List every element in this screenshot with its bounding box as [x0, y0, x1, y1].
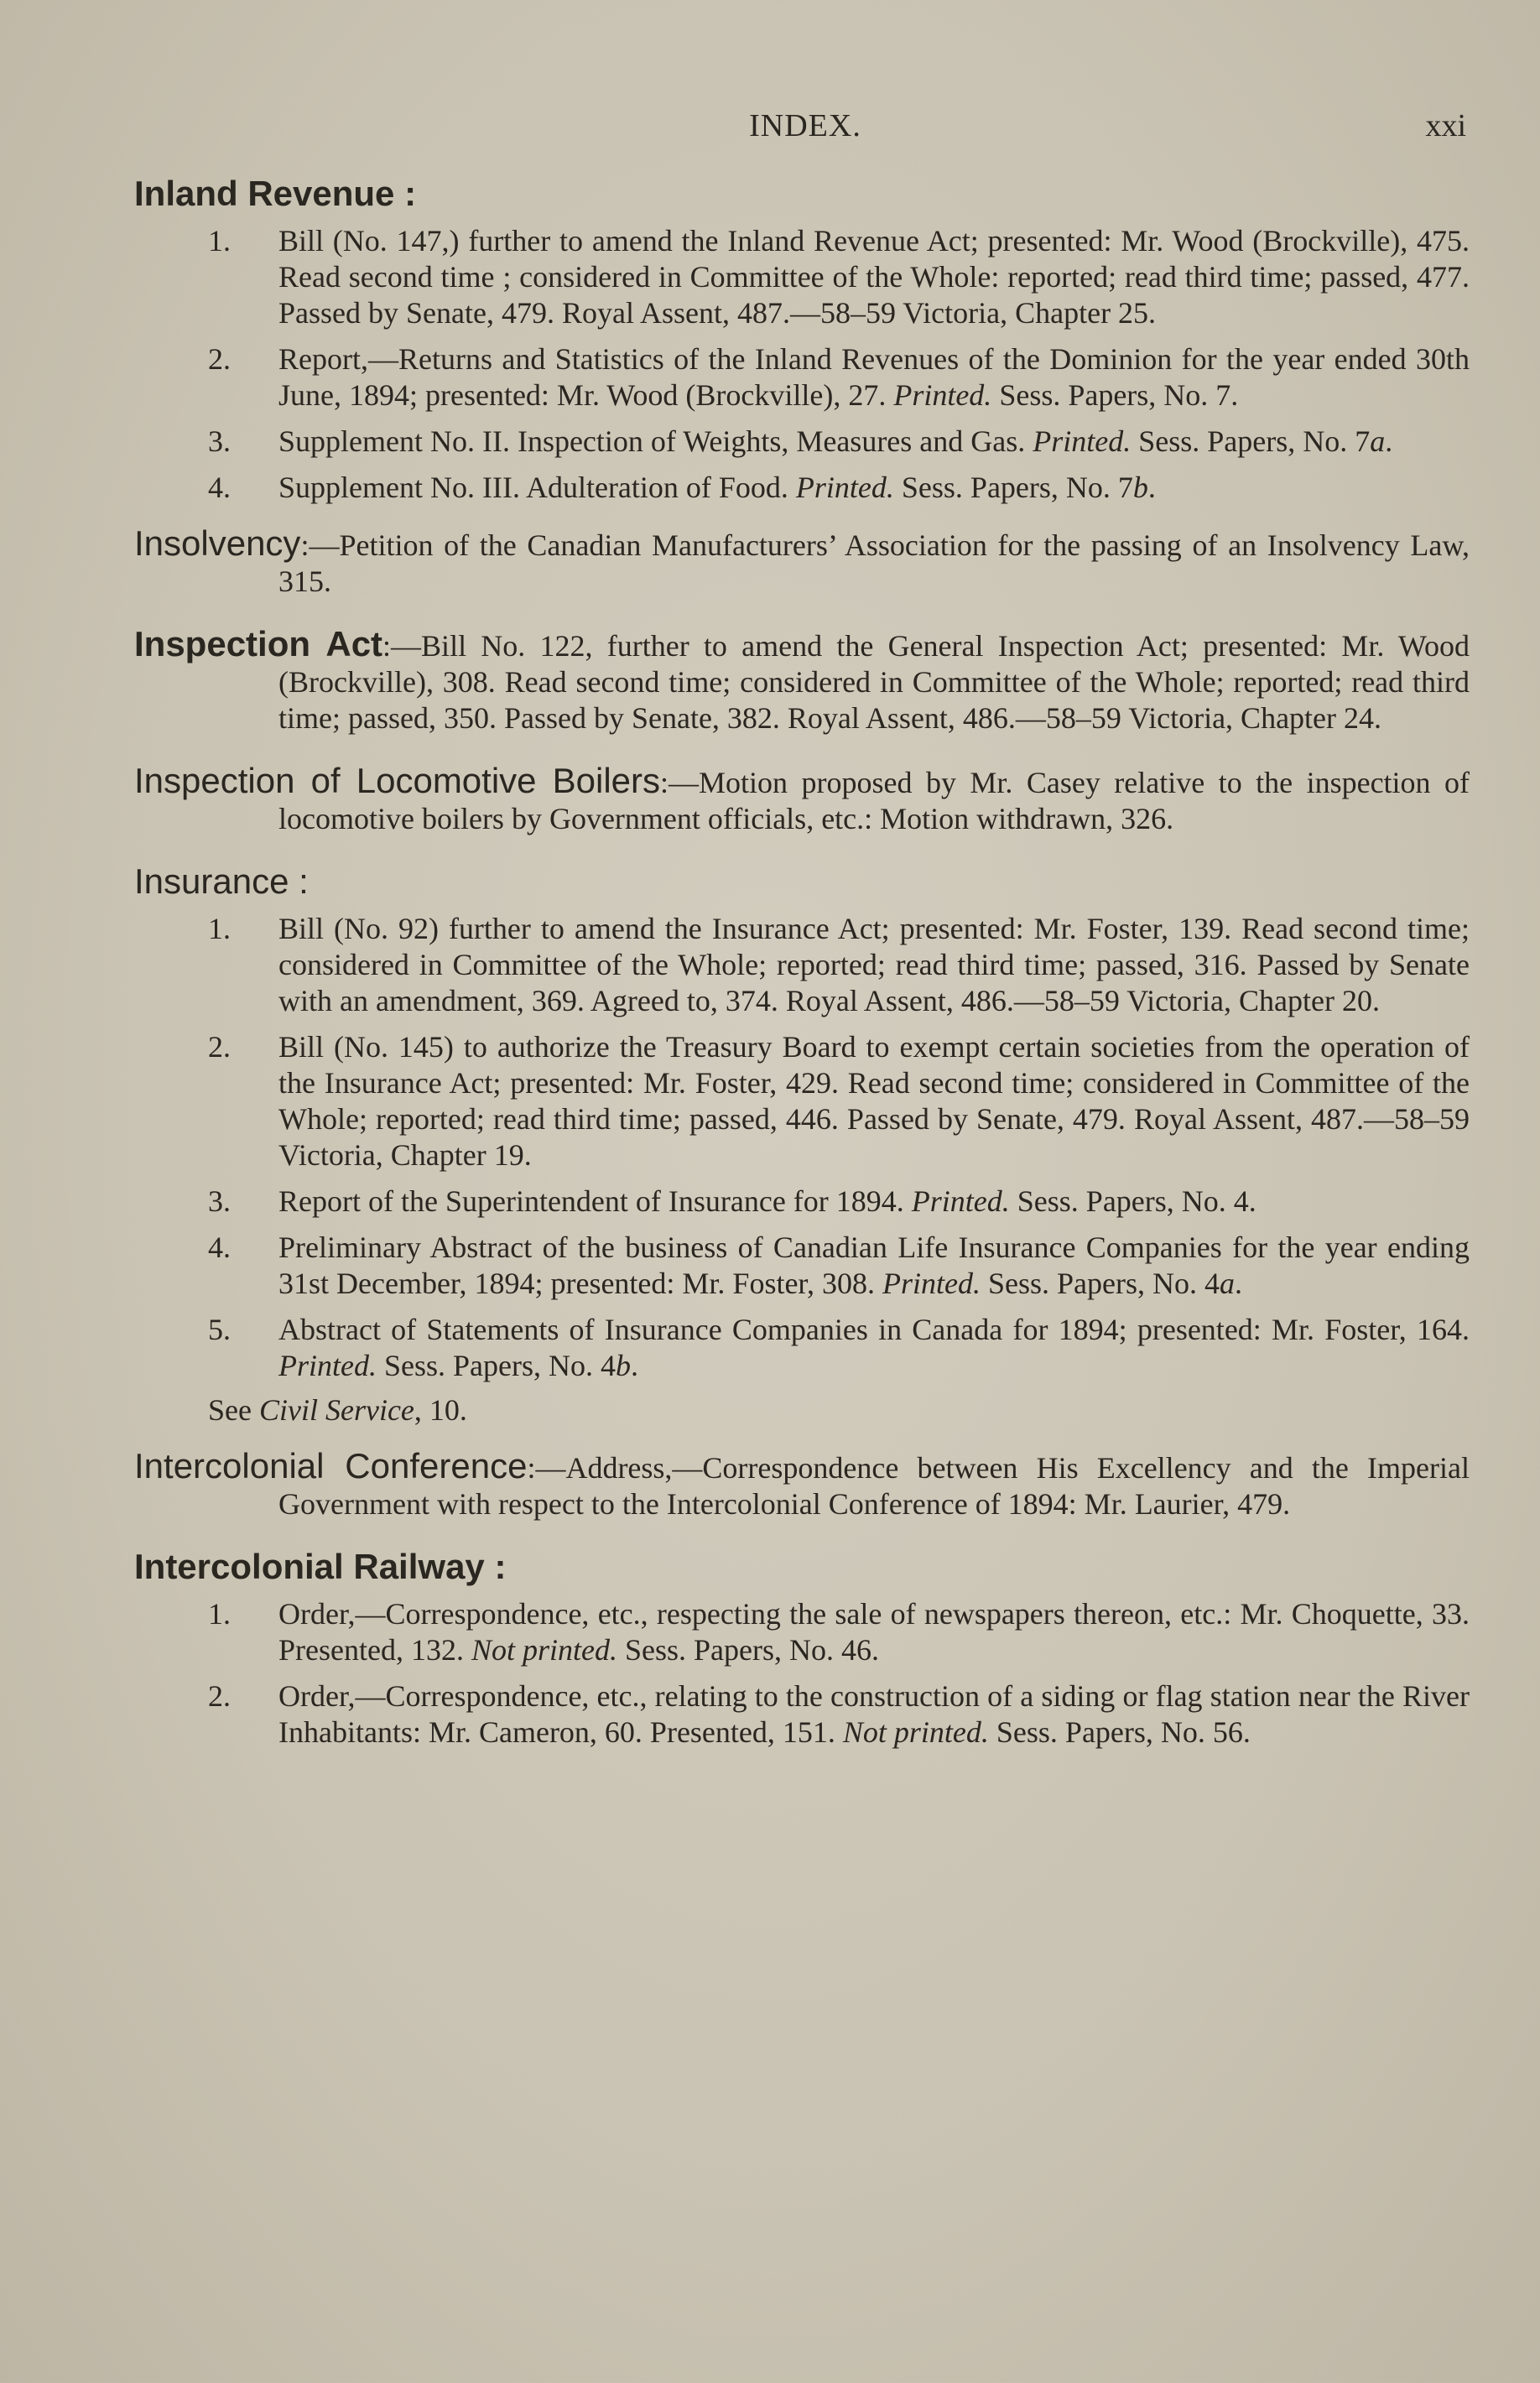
entry-heading: Insolvency — [134, 523, 301, 563]
item-text: Abstract of Statements of Insurance Companies in Canada for 1894; presented: Mr. Foster, 164. — [278, 1313, 1470, 1346]
item-text: Order,—Correspondence, etc., relating to the construction of a siding or flag station near the River Inhabitants: Mr. Cameron, 60. Presented, 151. — [278, 1679, 1470, 1749]
item-text: Supplement No. II. Inspection of Weights, Measures and Gas. — [278, 424, 1033, 458]
item-number: 3. — [208, 1184, 231, 1218]
item-text-italic: b — [615, 1349, 631, 1382]
item-text-italic: Not printed. — [842, 1715, 989, 1749]
index-entry-inland-revenue — [134, 174, 1470, 506]
see-page: , 10. — [414, 1393, 467, 1427]
item-number: 2. — [208, 1030, 231, 1064]
entry-heading: Intercolonial Railway : — [134, 1547, 507, 1586]
list-item — [134, 223, 1470, 331]
item-text: Sess. Papers, No. 4 — [980, 1267, 1220, 1300]
item-text-italic: Printed. — [893, 378, 992, 412]
item-text: . — [630, 1349, 638, 1382]
item-text: Sess. Papers, No. 7. — [991, 378, 1239, 412]
page-title: INDEX. — [749, 108, 861, 143]
item-text: Report,—Returns and Statistics of the Inland Revenues of the Dominion for the year ended 30th June, 1894; presented: Mr. Wood (Brockville), 27. — [278, 342, 1470, 412]
item-text: Sess. Papers, No. 7 — [1131, 424, 1371, 458]
item-text: Bill (No. 147,) further to amend the Inland Revenue Act; presented: Mr. Wood (Brockville), 475. Read second time ; considered in Committee of the Whole: reported; read third time; passed, 477. Passed by Senate, 479. Royal Assent, 487.—58–59 Victoria, Chapter 25. — [278, 224, 1470, 330]
item-number: 5. — [208, 1313, 231, 1346]
item-text: Sess. Papers, No. 46. — [617, 1633, 879, 1667]
item-text: Bill (No. 92) further to amend the Insurance Act; presented: Mr. Foster, 139. Read second time; considered in Committee of the Whole; reported; read third time; passed, 316. Passed by Senate with an amendment, 369. Agreed to, 374. Royal Assent, 486.—58–59 Victoria, Chapter 20. — [278, 912, 1470, 1017]
list-item — [134, 911, 1470, 1019]
index-entry-insolvency — [134, 524, 1470, 600]
list-item — [134, 1312, 1470, 1384]
entry-text: :—Bill No. 122, further to amend the General Inspection Act; presented: Mr. Wood (Brockville), 308. Read second time; considered in Committee of the Whole; reported; read third time; passed, 350. Passed by Senate, 382. Royal Assent, 486.—58–59 Victoria, Chapter 24. — [278, 629, 1470, 735]
entry-paragraph — [134, 524, 1470, 600]
index-entry-intercolonial-conference — [134, 1447, 1470, 1522]
item-number: 4. — [208, 471, 231, 504]
entry-text: :—Motion proposed by Mr. Casey relative to the inspection of locomotive boilers by Government officials, etc.: Motion withdrawn, 326. — [278, 766, 1470, 835]
item-text: Sess. Papers, No. 4. — [1009, 1184, 1256, 1218]
list-item — [134, 341, 1470, 414]
item-text: . — [1234, 1267, 1242, 1300]
item-text-italic: Printed. — [911, 1184, 1010, 1218]
entry-paragraph — [134, 1447, 1470, 1522]
item-number: 2. — [208, 1679, 231, 1713]
item-number: 1. — [208, 912, 231, 945]
entry-paragraph — [134, 625, 1470, 736]
item-text: . — [1385, 424, 1393, 458]
item-text-italic: a — [1370, 424, 1386, 458]
entry-text: :—Petition of the Canadian Manufacturers’ Association for the passing of an Insolvency Law, 315. — [278, 528, 1470, 598]
item-text: Sess. Papers, No. 4 — [376, 1349, 616, 1382]
index-entry-intercolonial-railway — [134, 1548, 1470, 1751]
list-item — [134, 1230, 1470, 1302]
entry-paragraph — [134, 762, 1470, 837]
see-reference — [134, 1392, 1470, 1428]
list-item — [134, 1184, 1470, 1220]
list-item — [134, 1029, 1470, 1173]
index-entry-locomotive-boilers — [134, 762, 1470, 837]
item-text-italic: Not printed. — [471, 1633, 617, 1667]
item-text: Sess. Papers, No. 7 — [893, 471, 1133, 504]
item-text: Report of the Superintendent of Insurance for 1894. — [278, 1184, 912, 1218]
item-text-italic: Printed. — [795, 471, 894, 504]
item-text-italic: Printed. — [278, 1349, 377, 1382]
page-number: xxi — [1425, 108, 1466, 143]
item-number: 4. — [208, 1231, 231, 1264]
entry-heading: Insurance : — [134, 861, 309, 901]
item-text: Sess. Papers, No. 56. — [988, 1715, 1251, 1749]
item-text: Supplement No. III. Adulteration of Food. — [278, 471, 796, 504]
item-text-italic: b — [1132, 471, 1148, 504]
index-entry-inspection-act — [134, 625, 1470, 736]
index-entry-insurance — [134, 862, 1470, 1428]
item-text-italic: a — [1219, 1267, 1235, 1300]
list-item — [134, 1678, 1470, 1751]
item-text: Bill (No. 145) to authorize the Treasury Board to exempt certain societies from the operation of the Insurance Act; presented: Mr. Foster, 429. Read second time; considered in Committee of the Whole; reported; read third time; passed, 446. Passed by Senate, 479. Royal Assent, 487.—58–59 Victoria, Chapter 19. — [278, 1030, 1470, 1172]
item-text-italic: Printed. — [1033, 424, 1132, 458]
entry-heading: Inland Revenue : — [134, 174, 417, 213]
item-text: . — [1147, 471, 1156, 504]
item-text-italic: Printed. — [882, 1267, 981, 1300]
item-text: Preliminary Abstract of the business of Canadian Life Insurance Companies for the year ending 31st December, 1894; presented: Mr. Foster, 308. — [278, 1231, 1470, 1300]
item-number: 2. — [208, 342, 231, 376]
index-content — [134, 174, 1470, 1769]
item-text: Order,—Correspondence, etc., respecting the sale of newspapers thereon, etc.: Mr. Choquette, 33. Presented, 132. — [278, 1597, 1470, 1667]
entry-heading: Inspection of Locomotive Boilers — [134, 761, 661, 800]
list-item — [134, 470, 1470, 506]
item-number: 3. — [208, 424, 231, 458]
list-item — [134, 1596, 1470, 1668]
list-item — [134, 424, 1470, 460]
item-number: 1. — [208, 1597, 231, 1631]
entry-heading: Intercolonial Conference — [134, 1446, 528, 1485]
item-number: 1. — [208, 224, 231, 258]
see-target: Civil Service — [258, 1393, 414, 1427]
page-header — [0, 107, 1540, 149]
entry-text: :—Address,—Correspondence between His Excellency and the Imperial Government with respect to the Intercolonial Conference of 1894: Mr. Laurier, 479. — [278, 1451, 1470, 1521]
entry-heading: Inspection Act — [134, 624, 383, 663]
see-label: See — [208, 1393, 259, 1427]
